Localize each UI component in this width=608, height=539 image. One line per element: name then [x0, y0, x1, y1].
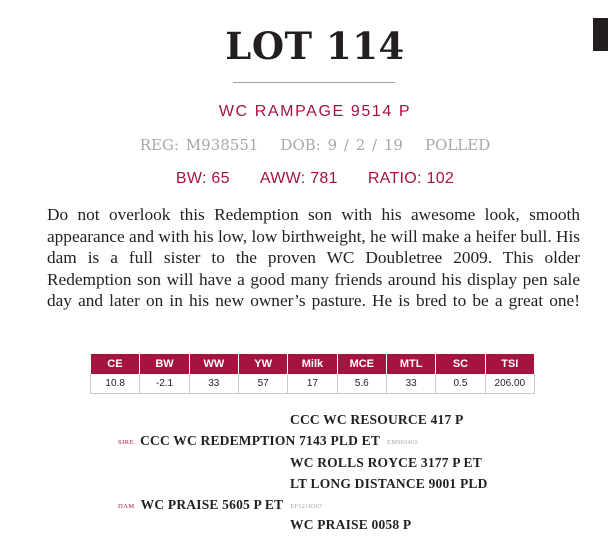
epd-value-mce: 5.6: [337, 374, 386, 394]
epd-header-bw: BW: [140, 354, 189, 374]
adjusted-weaning-weight: AWW: 781: [259, 170, 338, 187]
epd-header-ce: CE: [91, 354, 140, 374]
lot-description: Do not overlook this Redemption son with his awesome look, smooth appearance and with his low, low birthweight, he will make a heifer bull. His dam is a full sister to the proven WC Doubletree 2009. This older Redemption son will have a good many friends around his display pen sale day and later on in his new owner’s pasture. He is bred to be a great one!: [47, 205, 580, 311]
weaning-ratio: RATIO: 102: [367, 170, 455, 187]
epd-header-sc: SC: [436, 354, 485, 374]
pedigree-dam-sire: LT LONG DISTANCE 9001 PLD: [290, 476, 488, 491]
epd-value-tsi: 206.00: [485, 374, 534, 394]
epd-value-mtl: 33: [386, 374, 435, 394]
epd-value-ww: 33: [189, 374, 238, 394]
animal-name: WC RAMPAGE 9514 P: [218, 103, 412, 120]
pedigree-dam: [118, 497, 322, 513]
epd-header-mtl: MTL: [386, 354, 435, 374]
epd-header-mce: MCE: [337, 354, 386, 374]
pedigree-sire-sire: CCC WC RESOURCE 417 P: [290, 412, 464, 427]
epd-value-milk: 17: [288, 374, 337, 394]
weights-line: [0, 170, 608, 188]
epd-header-row: [91, 354, 535, 374]
pedigree-sire: [118, 433, 418, 449]
epd-header-yw: YW: [238, 354, 287, 374]
sire-label: SIRE: [118, 439, 135, 446]
epd-value-yw: 57: [238, 374, 287, 394]
dam-label: DAM: [118, 503, 135, 510]
epd-header-ww: WW: [189, 354, 238, 374]
polled-status: POLLED: [424, 136, 491, 154]
dam-registration: EF1218367: [290, 503, 323, 510]
epd-table: [90, 354, 535, 394]
date-of-birth: DOB: 9 / 2 / 19: [280, 136, 403, 154]
epd-value-bw: -2.1: [140, 374, 189, 394]
title-divider: [233, 82, 395, 83]
registration-number: REG: M938551: [139, 136, 259, 154]
sire-name: CCC WC REDEMPTION 7143 PLD ET: [140, 433, 381, 448]
registration-line: [0, 136, 608, 154]
sire-registration: EM993465: [387, 439, 418, 446]
pedigree-dam-dam: WC PRAISE 0058 P: [290, 517, 412, 532]
birth-weight: BW: 65: [175, 170, 230, 187]
dam-name: WC PRAISE 5605 P ET: [140, 497, 284, 512]
epd-header-tsi: TSI: [485, 354, 534, 374]
epd-value-ce: 10.8: [91, 374, 140, 394]
epd-value-sc: 0.5: [436, 374, 485, 394]
epd-header-milk: Milk: [288, 354, 337, 374]
lot-title: LOT 114: [225, 24, 405, 68]
epd-value-row: [91, 374, 535, 394]
pedigree-sire-dam: WC ROLLS ROYCE 3177 P ET: [290, 455, 482, 470]
